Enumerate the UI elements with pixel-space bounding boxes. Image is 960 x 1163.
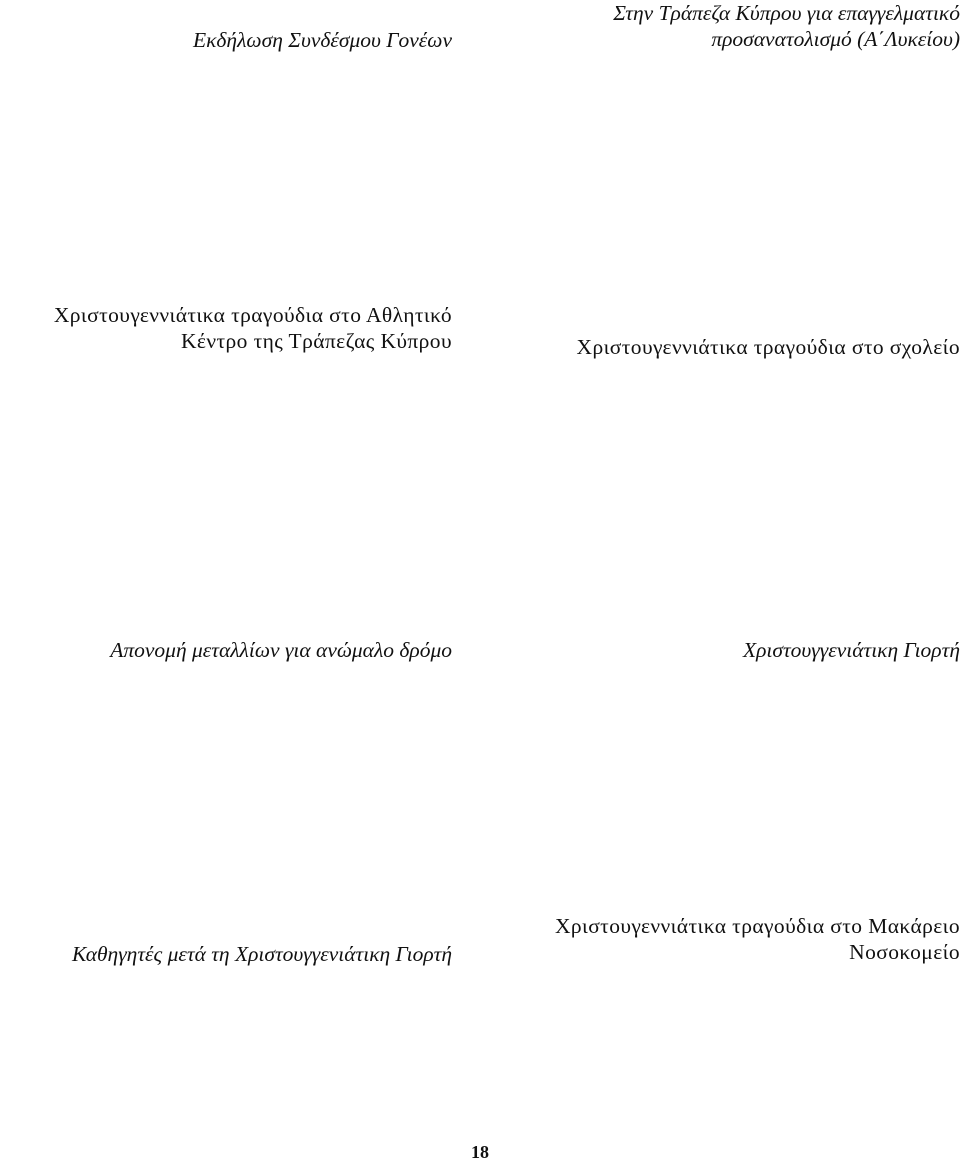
caption-line: Απονομή μεταλλίων για ανώμαλο δρόμο [110, 638, 452, 662]
photo-caption-carols-at-school [508, 334, 960, 360]
caption-line: Χριστουγεννιάτικα τραγούδια στο Μακάρειο [554, 914, 960, 938]
caption-line: Χριστουγεννιάτικα τραγούδια στο σχολείο [576, 335, 960, 359]
photo-caption-christmas-celebration [508, 637, 960, 663]
caption-line: Νοσοκομείο [849, 940, 960, 964]
photo-caption-bank-of-cyprus-career-visit [508, 0, 960, 52]
photo-caption-carols-makarios-hospital [508, 913, 960, 965]
caption-line: Στην Τράπεζα Κύπρου για επαγγελματικό [613, 1, 960, 25]
photo-caption-carols-sports-center [0, 302, 452, 354]
page-number: 18 [471, 1142, 489, 1162]
photo-caption-parents-association-event [0, 27, 452, 53]
caption-line: προσανατολισμό (Α΄Λυκείου) [711, 27, 960, 51]
photo-caption-cross-country-medals [0, 637, 452, 663]
caption-line: Κέντρο της Τράπεζας Κύπρου [181, 329, 452, 353]
caption-line: Χριστουγεννιάτικα τραγούδια στο Αθλητικό [53, 303, 452, 327]
photo-caption-teachers-after-celebration [0, 941, 452, 967]
caption-line: Χριστουγγενιάτικη Γιορτή [742, 638, 960, 662]
caption-line: Εκδήλωση Συνδέσμου Γονέων [192, 28, 452, 52]
caption-line: Καθηγητές μετά τη Χριστουγγενιάτικη Γιορτή [71, 942, 452, 966]
